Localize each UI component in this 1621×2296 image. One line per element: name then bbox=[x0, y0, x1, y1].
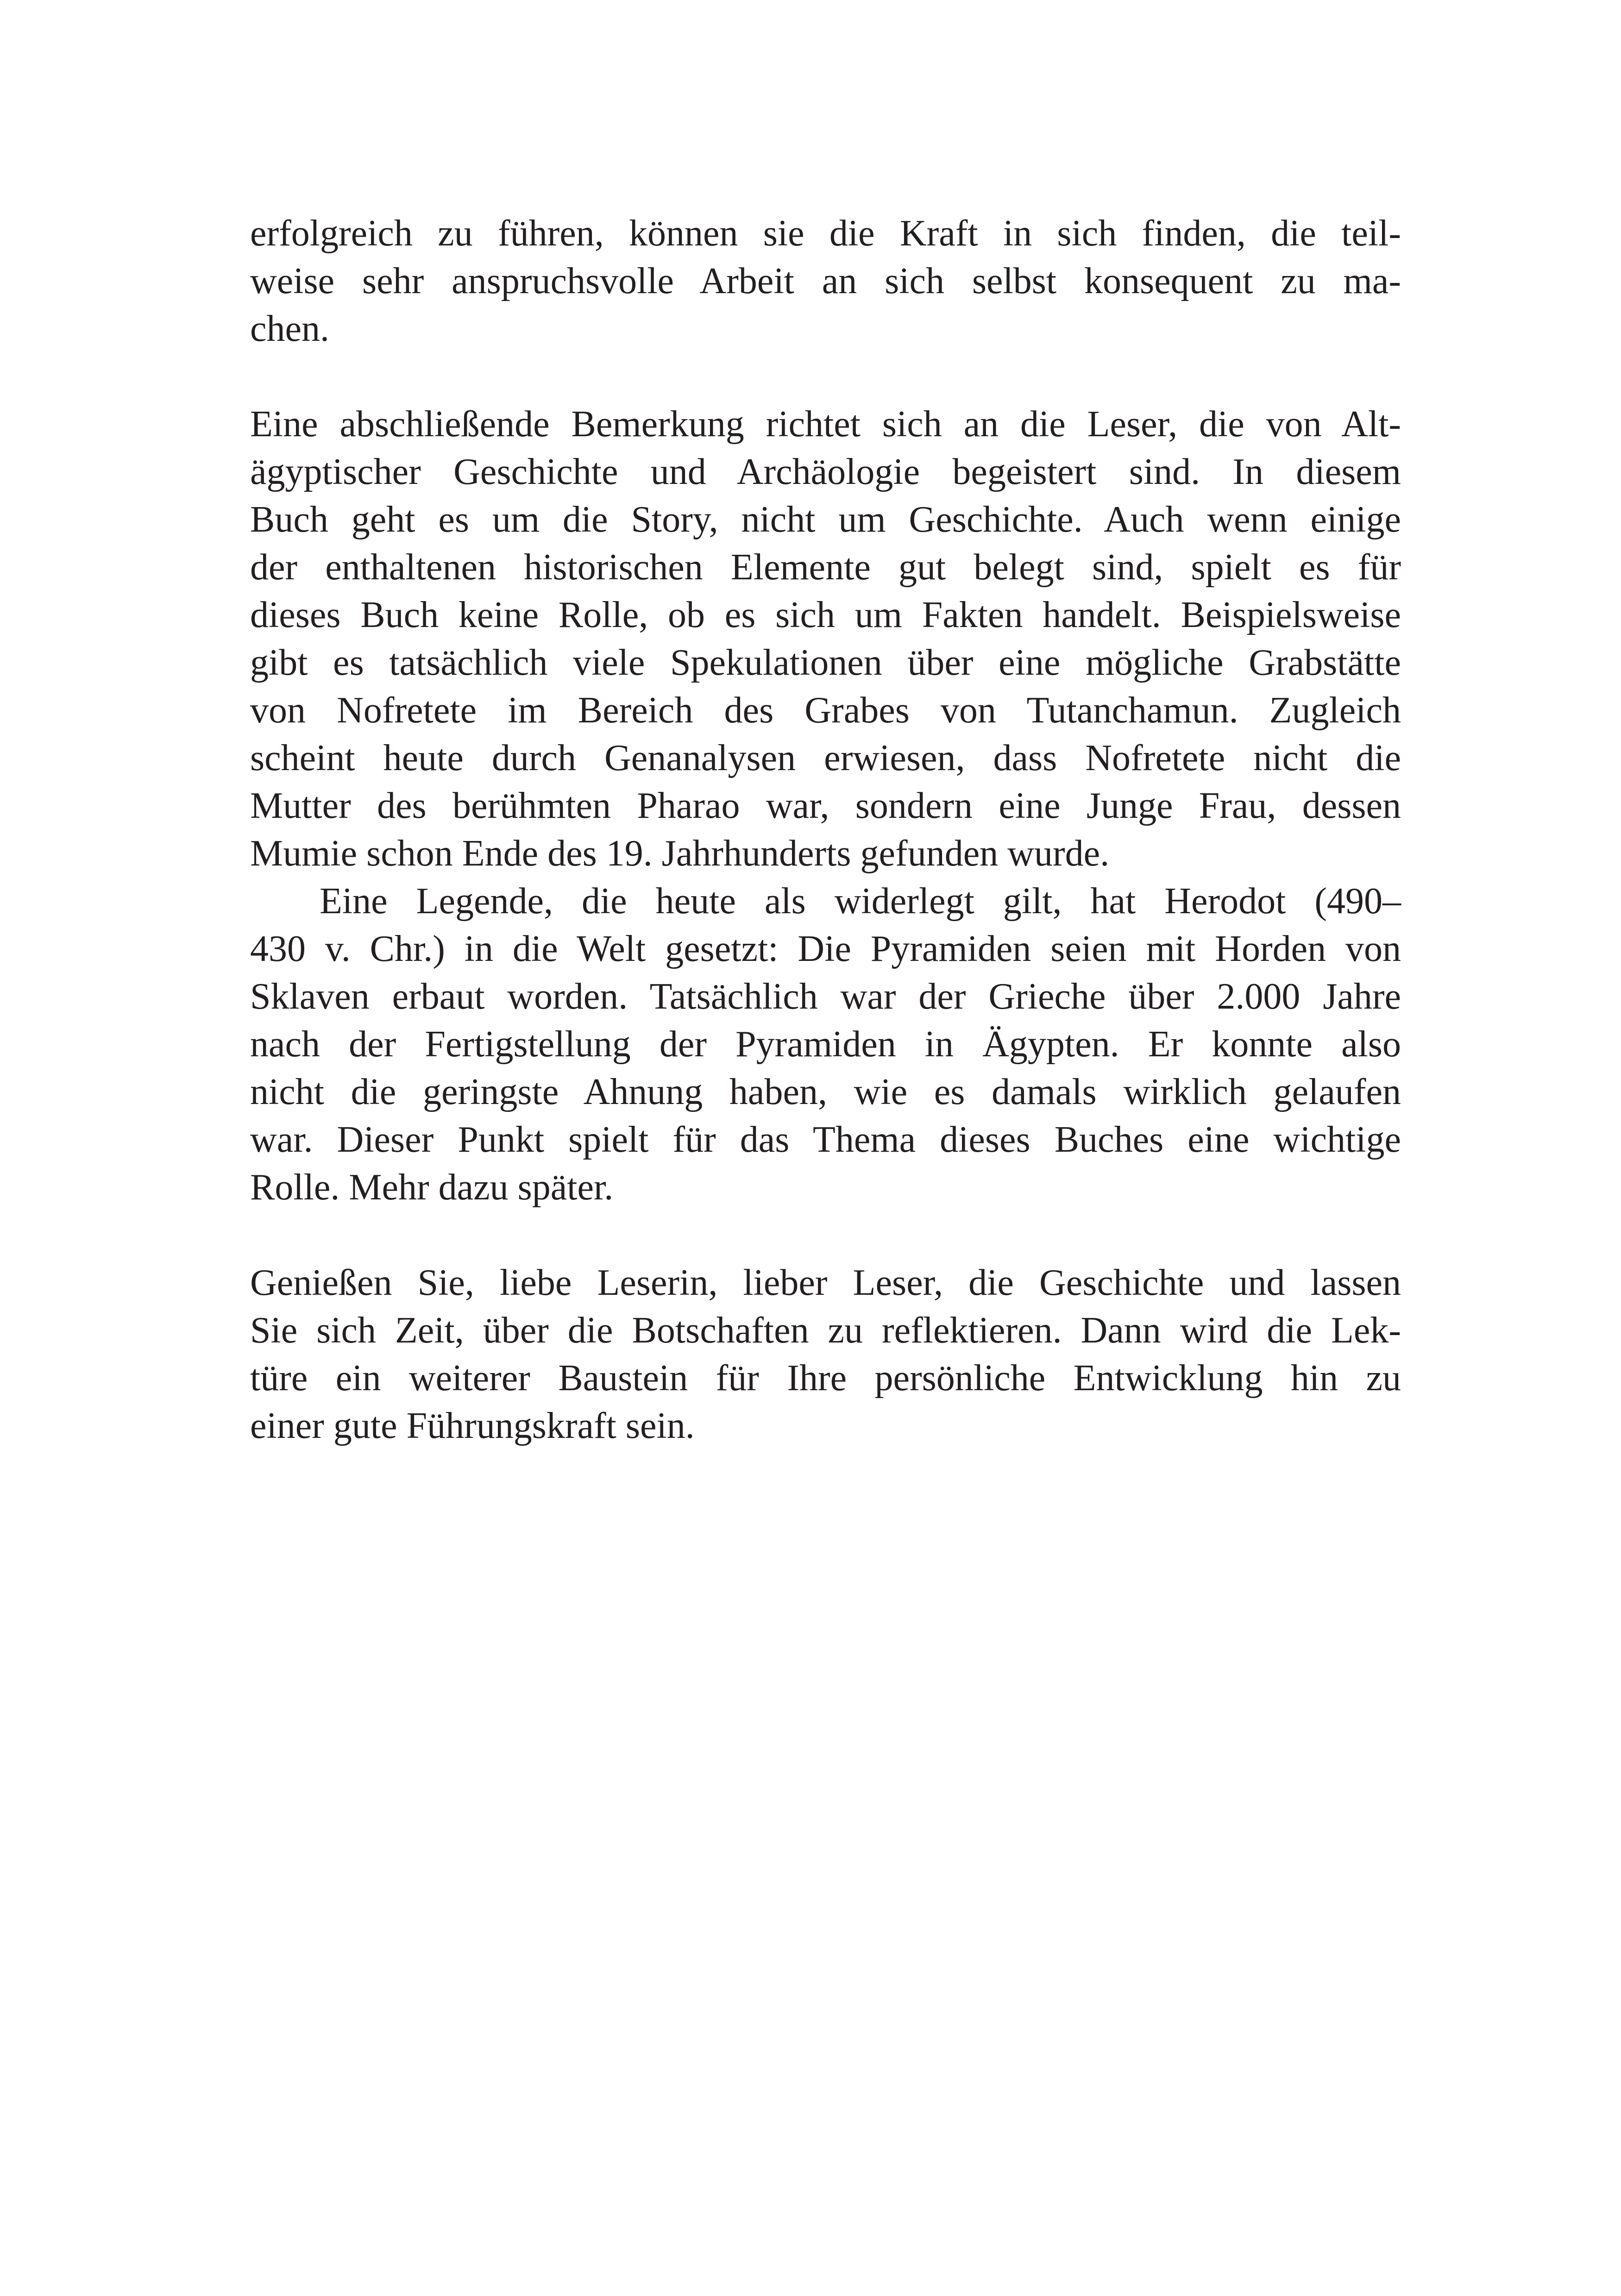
text-line: nach der Fertigstellung der Pyramiden in Ägypten. Er konnte also bbox=[250, 1024, 1401, 1065]
text-line: Genießen Sie, liebe Leserin, lieber Leser, die Geschichte und lassen bbox=[250, 1262, 1401, 1303]
text-line: Buch geht es um die Story, nicht um Geschichte. Auch wenn einige bbox=[250, 499, 1401, 540]
text-line: Sklaven erbaut worden. Tatsächlich war der Grieche über 2.000 Jahre bbox=[250, 976, 1401, 1017]
text-line: Eine Legende, die heute als widerlegt gilt, hat Herodot (490– bbox=[320, 881, 1401, 922]
text-line: ägyptischer Geschichte und Archäologie begeistert sind. In diesem bbox=[250, 452, 1401, 492]
text-line: 430 v. Chr.) in die Welt gesetzt: Die Pyramiden seien mit Horden von bbox=[250, 928, 1401, 969]
body-text bbox=[250, 210, 1401, 1450]
text-line: nicht die geringste Ahnung haben, wie es damals wirklich gelaufen bbox=[250, 1072, 1401, 1112]
paragraph-spacer bbox=[250, 353, 1401, 401]
text-line: Sie sich Zeit, über die Botschaften zu reflektieren. Dann wird die Lek- bbox=[250, 1310, 1401, 1351]
paragraph-enjoy-reading bbox=[250, 1259, 1401, 1450]
paragraph-spacer bbox=[250, 1211, 1401, 1259]
text-line: scheint heute durch Genanalysen erwiesen, dass Nofretete nicht die bbox=[250, 738, 1401, 778]
text-line: chen. bbox=[250, 308, 330, 349]
text-line: einer gute Führungskraft sein. bbox=[250, 1405, 695, 1446]
text-line: türe ein weiterer Baustein für Ihre persönliche Entwicklung hin zu bbox=[250, 1358, 1401, 1399]
paragraph-history-remark bbox=[250, 401, 1401, 878]
paragraph-herodot-legend bbox=[250, 878, 1401, 1211]
text-line: weise sehr anspruchsvolle Arbeit an sich selbst konsequent zu ma- bbox=[250, 261, 1401, 301]
text-line: dieses Buch keine Rolle, ob es sich um Fakten handelt. Beispielsweise bbox=[250, 595, 1401, 635]
text-line: Mutter des berühmten Pharao war, sondern eine Junge Frau, dessen bbox=[250, 785, 1401, 826]
text-line: war. Dieser Punkt spielt für das Thema dieses Buches eine wichtige bbox=[250, 1119, 1401, 1160]
text-line: gibt es tatsächlich viele Spekulationen über eine mögliche Grabstätte bbox=[250, 642, 1401, 683]
text-line: erfolgreich zu führen, können sie die Kraft in sich finden, die teil- bbox=[250, 213, 1401, 254]
text-line: Rolle. Mehr dazu später. bbox=[250, 1167, 614, 1208]
text-line: der enthaltenen historischen Elemente gut belegt sind, spielt es für bbox=[250, 547, 1401, 588]
text-line: Eine abschließende Bemerkung richtet sich an die Leser, die von Alt- bbox=[250, 404, 1401, 445]
text-line: von Nofretete im Bereich des Grabes von Tutanchamun. Zugleich bbox=[250, 690, 1401, 731]
text-line: Mumie schon Ende des 19. Jahrhunderts gefunden wurde. bbox=[250, 833, 1110, 874]
paragraph-closing-leadership bbox=[250, 210, 1401, 353]
